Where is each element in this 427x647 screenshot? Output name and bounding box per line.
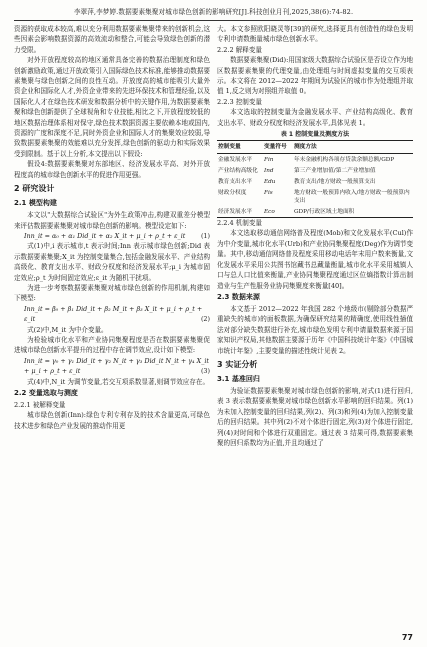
control-variables-table (217, 140, 413, 218)
paragraph: 本文选取的控制变量为金融发展水平、产业结构高级化、教育支出水平、财政分权度和经济发展水平,具体见表 1。 (217, 108, 413, 127)
table-row (217, 154, 413, 166)
paragraph: 大。本文参照欧阳晓灵等[39]的研究,选择更具有创造性的绿色发明专利申请数衡量城市绿色创新水平。 (217, 25, 413, 44)
subsection-heading: 2.1 模型构建 (14, 199, 57, 208)
paragraph: 资源的获取成本较高,难以充分利用数据要素集聚带来的创新机会,这些因素会影响数据资源的高效流动和整合,可能会导致绿色创新的潜力受限。 (14, 25, 210, 54)
table-cell: 年末金融机构各项存贷款余额总额/GDP (294, 156, 395, 163)
paragraph: 为验证数据要素集聚对城市绿色创新的影响,对式(1)进行回归,表 3 表示数据要素集聚对城市绿色创新水平影响的回归结果。列(1)为未加入控制变量的回归结果,列(2)、列(3)和列(4)为加入控制变量后的回归结果。其中列(2)不对个体进行固定,列(3)对个体进行固定,列(4)对时间和个体进行双重固定。通过表 3 结果可得,数据要素集聚的回归系数均为正值,并且均通过了 (217, 386, 413, 447)
table-cell: 财政分权度 (218, 189, 247, 196)
running-header: 李翠萍,李梦婷.数据要素集聚对城市绿色创新的影响研究[J].科技创业月刊,2025,38(6):74-82. (14, 4, 413, 21)
table-cell: 金融发展水平 (218, 156, 253, 163)
table-row (217, 176, 413, 187)
table-row (217, 187, 413, 206)
equation-3: Inn_it = γ₀ + γ₁ Did_it + γ₂ N_it + γ₃ Did_it N_it + γ₄ X_it (24, 356, 210, 365)
subsubsection-heading: 2.2.1 被解释变量 (14, 401, 66, 409)
table-cell: 产业结构高级化 (218, 167, 258, 174)
paragraph: 本文基于 2012—2022 年我国 282 个地级市(剔除部分数据严重缺失的城市)的面板数据,为确保研究结果的精确度,使用线性插值法对部分缺失数据进行补充,城市绿色发明专利申请量数据来源于国家知识产权局,其他数据主要源于历年《中国科技统计年鉴》《中国城市统计年鉴》,主要变量的描述性统计见表 2。 (217, 304, 413, 355)
equation-3-cont: + μ_i + ρ_t + ε_it (3) (24, 367, 210, 376)
table-cell: 教育支出/地方财政一般预算支出 (294, 178, 376, 185)
table-cell: GDP/行政区域土地面积 (293, 206, 413, 218)
table-cell: 地方财政一般预算内收入/地方财政一般预算内支出 (294, 189, 410, 204)
paragraph: 对外开放程度较高的地区通常具备完善的数据治理制度和绿色创新激励政策,通过开放政策引入国际绿色技术标准,能够推动数据要素集聚与绿色创新之间的良性互动。开放度高的城市能吸引大量外资企业和国际化人才,外资企业带来的先进环保技术和管理经验,以及国际化人才在绿色技术研发和数据分析中的关键作用,为数据要素集聚和绿色创新提供了全球视角和专业技能,相比之下,开放程度较低的地区数据治理体系相对保守,绿色技术数据资源主要依赖本地或国内,资源的广度和深度不足,同时外资企业和国际人才的集聚效应较弱,导致数据要素集聚的效能难以充分发挥,绿色创新的驱动力和实际效果受到限制。基于以上分析,本文提出以下假设: (14, 56, 210, 158)
table-header: 控制变量 (217, 141, 263, 154)
equation-2: Inn_it = β₀ + β₁ Did_it + β₂ M_it + β₃ X_it + μ_i + ρ_t + (24, 304, 203, 313)
left-column (14, 24, 210, 431)
table-row (217, 206, 413, 218)
equation-2-cont: ε_it (2) (24, 315, 210, 324)
section-heading: 3 实证分析 (217, 359, 258, 369)
table-header-row (217, 141, 413, 154)
table-cell: 第三产业增加值/第二产业增加值 (294, 167, 376, 174)
paragraph: 本文选取移动通信网络普及程度(Mob)和文化发展水平(Cul)作为中介变量,城市化水平(Urb)和产业协同集聚程度(Deg)作为调节变量。其中,移动通信网络普及程度采用移动电话年末用户数来衡量,文化发展水平采用公共图书馆藏书总藏量衡量,城市化水平采用城镇人口与总人口比值来衡量,产业协同集聚程度通过区位熵指数计算出制造业与生产性服务业协同集聚度来衡量[40]。 (217, 229, 413, 290)
table-header: 变量符号 (263, 141, 293, 154)
table-cell: Ind (264, 167, 274, 174)
table-cell: Fis (264, 189, 273, 196)
paragraph: 为检验城市化水平和产业协同集聚程度是否在数据要素集聚促进城市绿色创新水平提升的过程中存在调节效应,设计如下模型: (14, 335, 210, 355)
page-number: 77 (401, 633, 413, 642)
paragraph: 数据要素集聚(Did):用国家级大数据综合试验区是否设立作为地区数据要素集聚的代理变量,由处理组与时间虚拟变量的交互项表示。本文将在 2012—2022 年期间为试验区的城市作为处理组并取值 1,反之则为对照组并取值 0。 (217, 56, 413, 96)
table-cell: 经济发展水平 (217, 206, 263, 218)
table-cell: Fin (264, 156, 274, 163)
table-cell: 教育支出水平 (218, 178, 253, 185)
table-header: 测度方法 (293, 141, 413, 154)
table-cell: Edu (264, 178, 276, 185)
subsection-heading: 3.1 基准回归 (217, 374, 260, 383)
subsection-heading: 2.2 变量选取与测度 (14, 389, 78, 397)
table-caption: 表 1 控制变量及测度方法 (280, 131, 350, 139)
hypothesis-4: 假设4:数据要素集聚对东部地区、经济发展水平高、对外开放程度高的城市绿色创新水平的促进作用更强。 (14, 160, 210, 179)
paragraph: 本文以"大数据综合试验区"为外生政策冲击,构建双重差分模型来评估数据要素集聚对城市绿色创新的影响。模型设定如下: (14, 211, 210, 230)
paragraph: 城市绿色创新(Inn):绿色专利专利存及的技术含量更高,可绿色技术进步和绿色产业发展的推动作用更 (14, 411, 210, 430)
paragraph: 式(2)中,M_it 为中介变量。 (27, 325, 108, 334)
subsubsection-heading: 2.2.4 机制变量 (217, 219, 262, 228)
section-heading: 2 研究设计 (14, 184, 55, 194)
table-row (217, 165, 413, 176)
subsubsection-heading: 2.2.3 控制变量 (217, 97, 262, 106)
subsubsection-heading: 2.2.2 解释变量 (217, 45, 262, 54)
subsection-heading: 2.3 数据来源 (217, 292, 260, 301)
paragraph: 式(1)中,i 表示城市,t 表示时间;Inn 表示城市绿色创新;Did 表示数据要素集聚;X_it 为控制变量集合,包括金融发展水平、产业结构高级化、教育支出水平、财政分权度和经济发展水平;μ_i 为城市固定效应;ρ_t 为时间固定效应;ε_it 为随机干扰项。 (14, 242, 210, 282)
paragraph: 为进一步考察数据要素集聚对城市绿色创新的作用机制,构建如下模型: (14, 283, 210, 303)
right-column (217, 24, 413, 448)
equation-1: Inn_it = α₀ + α₁ Did_it + α₂ X_it + μ_i + ρ_t + ε_it (1) (24, 231, 210, 240)
paragraph: 式(4)中,N_it 为调节变量,若交互项系数显著,则调节效应存在。 (27, 377, 209, 386)
table-cell: Eco (263, 206, 293, 218)
